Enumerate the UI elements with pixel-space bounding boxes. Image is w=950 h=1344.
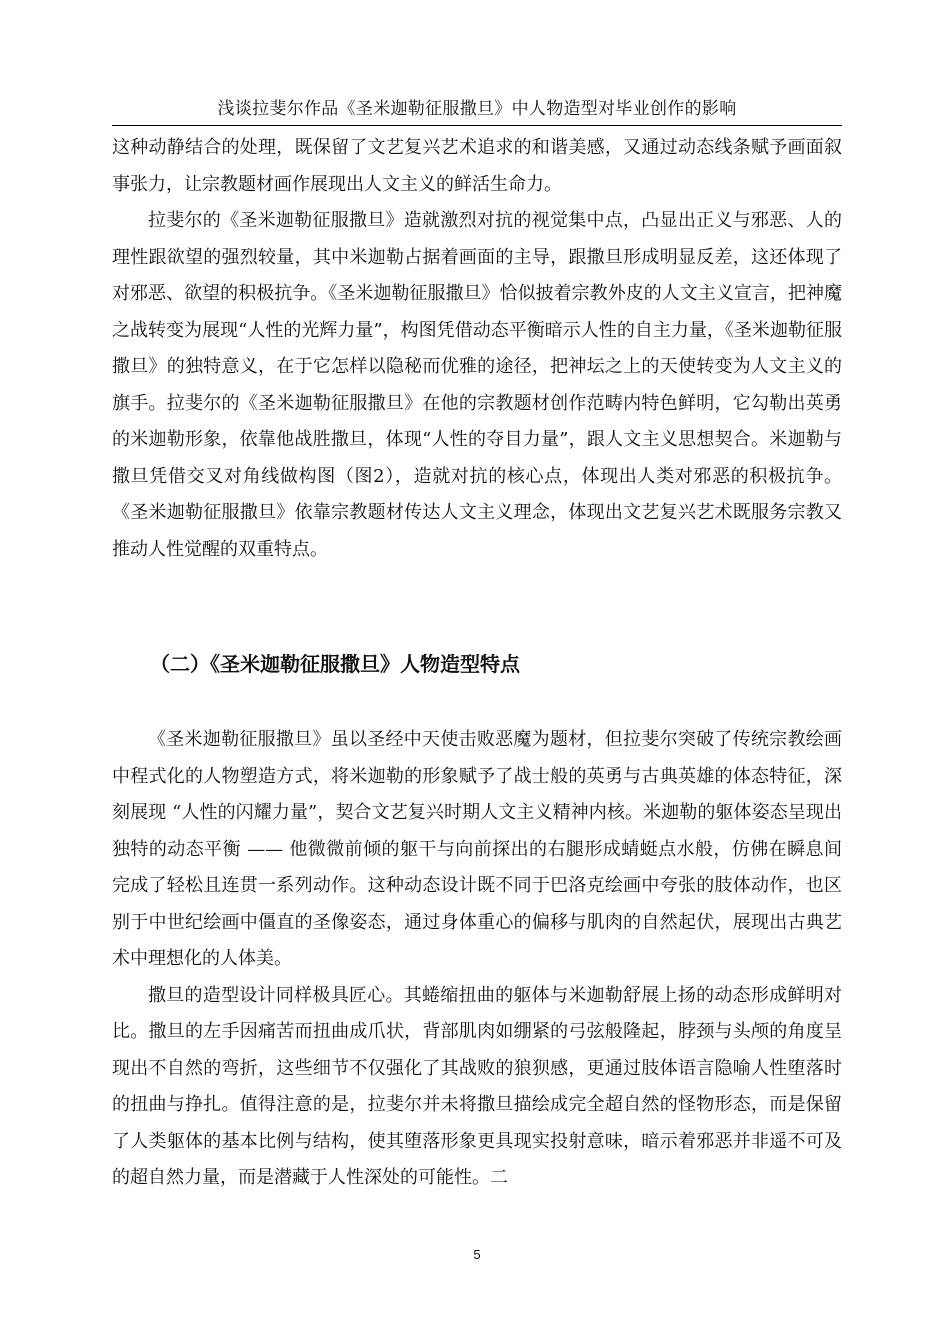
paragraph: 撒旦的造型设计同样极具匠心。其蜷缩扭曲的躯体与米迦勒舒展上扬的动态形成鲜明对比。撒旦的左手因痛苦而扭曲成爪状，背部肌肉如绷紧的弓弦般隆起，脖颈与头颅的角度呈现出不自然的弯折，这些细节不仅强化了其战败的狼狈感，更通过肢体语言隐喻人性堕落时的扭曲与挣扎。值得注意的是，拉斐尔并未将撒旦描绘成完全超自然的怪物形态，而是保留了人类躯体的基本比例与结构，使其堕落形象更具现实投射意味，暗示着邪恶并非遥不可及的超自然力量，而是潜藏于人性深处的可能性。二	[112, 984, 842, 1188]
paragraph: 《圣米迦勒征服撒旦》虽以圣经中天使击败恶魔为题材，但拉斐尔突破了传统宗教绘画中程式化的人物塑造方式，将米迦勒的形象赋予了战士般的英勇与古典英雄的体态特征，深刻展现 “人性的闪耀力量”，契合文艺复兴时期人文主义精神内核。米迦勒的躯体姿态呈现出独特的动态平衡 —— 他微微前倾的躯干与向前探出的右腿形成蜻蜓点水般，仿佛在瞬息间完成了轻松且连贯一系列动作。这种动态设计既不同于巴洛克绘画中夸张的肢体动作，也区别于中世纪绘画中僵直的圣像姿态，通过身体重心的偏移与肌肉的自然起伏，展现出古典艺术中理想化的人体美。	[112, 729, 842, 969]
section-heading: （二）《圣米迦勒征服撒旦》人物造型特点	[150, 652, 520, 676]
page-number: 5	[473, 1247, 481, 1262]
running-header	[112, 96, 842, 126]
paragraph: 拉斐尔的《圣米迦勒征服撒旦》造就激烈对抗的视觉集中点，凸显出正义与邪恶、人的理性跟欲望的强烈较量，其中米迦勒占据着画面的主导，跟撒旦形成明显反差，这还体现了对邪恶、欲望的积极抗争。《圣米迦勒征服撒旦》恰似披着宗教外皮的人文主义宣言，把神魔之战转变为展现“人性的光辉力量”，构图凭借动态平衡暗示人性的自主力量，《圣米迦勒征服撒旦》的独特意义，在于它怎样以隐秘而优雅的途径，把神坛之上的天使转变为人文主义的旗手。拉斐尔的《圣米迦勒征服撒旦》在他的宗教题材创作范畴内特色鲜明，它勾勒出英勇的米迦勒形象，依靠他战胜撒旦，体现“人性的夺目力量”，跟人文主义思想契合。米迦勒与撒旦凭借交叉对角线做构图（图2），造就对抗的核心点，体现出人类对邪恶的积极抗争。《圣米迦勒征服撒旦》依靠宗教题材传达人文主义理念，体现出文艺复兴艺术既服务宗教又推动人性觉醒的双重特点。	[112, 210, 842, 560]
body-text-top	[112, 130, 842, 568]
paragraph-continuation: 这种动静结合的处理，既保留了文艺复兴艺术追求的和谐美感，又通过动态线条赋予画面叙事张力，让宗教题材画作展现出人文主义的鲜活生命力。	[112, 137, 842, 195]
running-header-title: 浅谈拉斐尔作品《圣米迦勒征服撒旦》中人物造型对毕业创作的影响	[217, 99, 737, 119]
body-text-bottom	[112, 722, 842, 1197]
